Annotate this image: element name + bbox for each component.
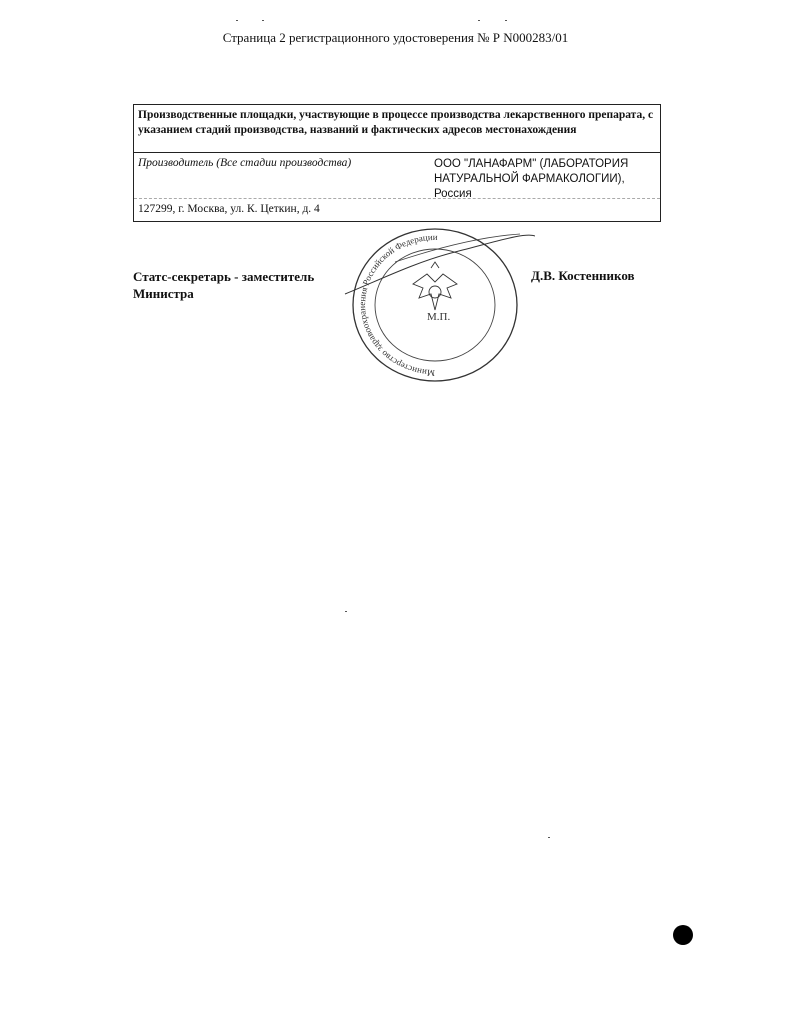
- scan-mark: [673, 925, 693, 945]
- seal-ring-text: Министерство здравоохранения Российской Федерации: [357, 231, 438, 379]
- signatory-position: [133, 268, 314, 302]
- row-divider: [134, 198, 660, 199]
- company-country: Россия: [434, 188, 472, 200]
- production-sites-table: [133, 104, 661, 222]
- eagle-emblem-icon: [413, 262, 457, 310]
- company-name: ООО "ЛАНАФАРМ" (ЛАБОРАТОРИЯ НАТУРАЛЬНОЙ ФАРМАКОЛОГИИ),: [434, 158, 629, 185]
- manufacturer-role: Производитель (Все стадии производства): [138, 157, 352, 169]
- manufacturer-address: 127299, г. Москва, ул. К. Цеткин, д. 4: [138, 203, 320, 215]
- table-header: Производственные площадки, участвующие в процессе производства лекарственного препарата, с указанием стадий производства, названий и фактических адресов местонахождения: [134, 105, 660, 153]
- seal-center-text: М.П.: [427, 311, 451, 323]
- official-seal: [335, 222, 535, 382]
- position-line-2: Министра: [133, 286, 194, 301]
- manufacturer-company: [434, 157, 660, 202]
- signatory-name: Д.В. Костенников: [531, 268, 635, 283]
- seal-inner-ring: [375, 249, 495, 361]
- seal-outer-ring: [353, 229, 517, 381]
- position-line-1: Статс-секретарь - заместитель: [133, 269, 315, 284]
- page-header: Страница 2 регистрационного удостоверения № Р N000283/01: [222, 30, 569, 45]
